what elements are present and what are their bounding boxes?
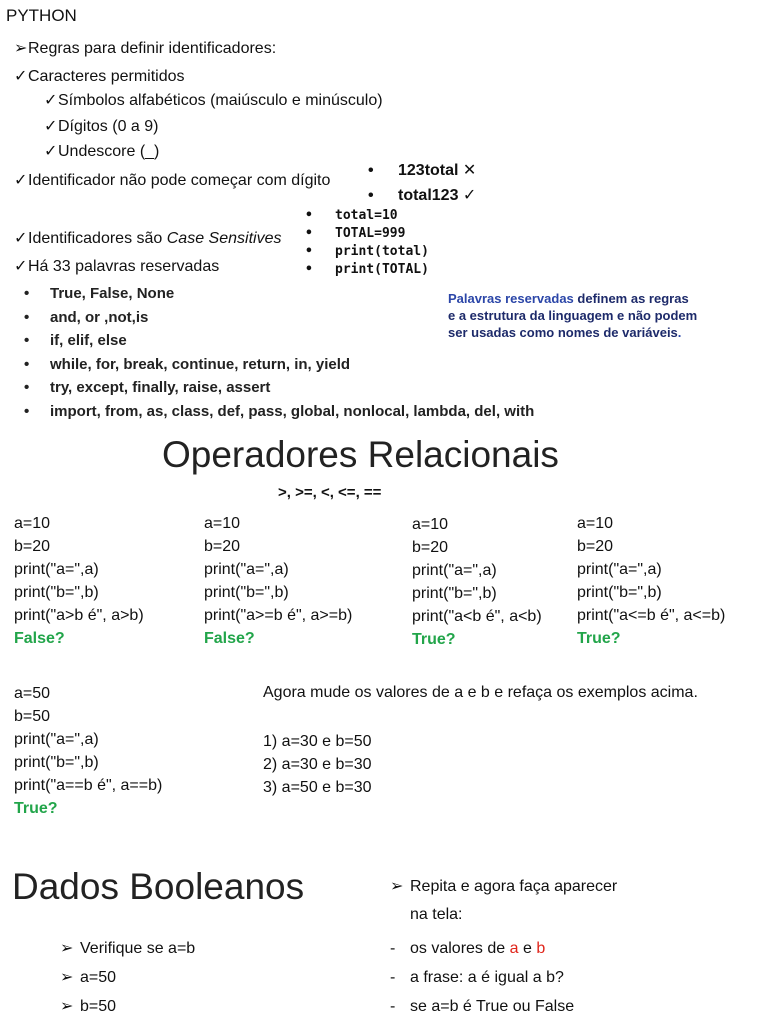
list-item: ➢ a=50	[60, 963, 195, 992]
list-item: ➢ b=50	[60, 992, 195, 1021]
case-examples	[305, 207, 429, 279]
operators-title: Operadores Relacionais	[162, 434, 559, 475]
boolean-right-intro: ➢ Repita e agora faça aparecer	[390, 878, 618, 895]
result-label: True?	[412, 631, 456, 648]
list-item: 2) a=30 e b=30	[263, 756, 372, 773]
page-header: PYTHON	[6, 6, 77, 25]
list-item: • and, or ,not,is	[24, 308, 149, 326]
list-item: - os valores de a e b	[390, 940, 546, 957]
boolean-right-intro-2: na tela:	[410, 906, 463, 923]
reserved-note: Palavras reservadas definem as regras e a estrutura da linguagem e não podem ser usadas como nomes de variáveis.	[448, 291, 698, 340]
check-icon: ✓	[44, 143, 58, 160]
list-item: • print(TOTAL)	[305, 262, 429, 277]
boolean-left-list	[60, 934, 195, 1021]
result-label: False?	[14, 630, 65, 647]
list-item: • import, from, as, class, def, pass, global, nonlocal, lambda, del, with	[24, 402, 535, 420]
reserved-rule: ✓Há 33 palavras reservadas	[14, 258, 220, 275]
instruction-text: Agora mude os valores de a e b e refaça os exemplos acima.	[263, 684, 698, 701]
boolean-title: Dados Booleanos	[12, 866, 305, 907]
list-item: • total=10	[305, 208, 398, 223]
code-block-4: a=10 b=20 print("a=",a) print("b=",b) print("a<=b é", a<=b) True?	[577, 512, 725, 650]
code-block-3: a=10 b=20 print("a=",a) print("b=",b) print("a<b é", a<b) True?	[412, 513, 542, 651]
identifier-example-bad: • 123total ✕	[368, 162, 477, 179]
boolean-right-list	[390, 934, 574, 1021]
check-icon: ✓	[44, 118, 58, 135]
check-icon: ✓	[14, 230, 28, 247]
list-item: 3) a=50 e b=30	[263, 779, 372, 796]
no-digit-rule: ✓Identificador não pode começar com dígito	[14, 172, 331, 189]
code-block-2: a=10 b=20 print("a=",a) print("b=",b) print("a>=b é", a>=b) False?	[204, 512, 352, 650]
exercise-list	[263, 730, 372, 799]
list-item: • while, for, break, continue, return, in, yield	[24, 355, 351, 373]
check-icon: ✓	[14, 258, 28, 275]
case-sensitive-rule: ✓Identificadores são Case Sensitives	[14, 230, 282, 247]
result-label: True?	[14, 800, 58, 817]
arrow-bullet-icon: ➢	[60, 998, 74, 1015]
list-item: - a frase: a é igual a b?	[390, 969, 564, 986]
allowed-item: ✓Dígitos (0 a 9)	[44, 118, 159, 135]
rules-title: ➢Regras para definir identificadores:	[14, 40, 277, 57]
arrow-bullet-icon: ➢	[390, 878, 404, 895]
result-label: True?	[577, 630, 621, 647]
check-icon: ✓	[14, 68, 28, 85]
list-item: ➢ Verifique se a=b	[60, 934, 195, 963]
operators-list: >, >=, <, <=, ==	[278, 484, 382, 501]
arrow-bullet-icon: ➢	[60, 940, 74, 957]
code-block-1: a=10 b=20 print("a=",a) print("b=",b) print("a>b é", a>b) False?	[14, 512, 144, 650]
allowed-item: ✓Undescore (_)	[44, 143, 160, 160]
list-item: • try, except, finally, raise, assert	[24, 379, 271, 397]
list-item: • TOTAL=999	[305, 226, 406, 241]
list-item: • True, False, None	[24, 285, 175, 302]
cross-icon: ✕	[462, 162, 477, 179]
list-item: • print(total)	[305, 244, 429, 259]
result-label: False?	[204, 630, 255, 647]
check-icon: ✓	[462, 187, 477, 204]
arrow-bullet-icon: ➢	[60, 969, 74, 986]
identifier-example-good: • total123 ✓	[368, 187, 477, 204]
check-icon: ✓	[14, 172, 28, 189]
allowed-heading: ✓Caracteres permitidos	[14, 68, 185, 85]
allowed-item: ✓Símbolos alfabéticos (maiúsculo e minúsculo)	[44, 92, 383, 109]
check-icon: ✓	[44, 92, 58, 109]
code-block-5: a=50 b=50 print("a=",a) print("b=",b) print("a==b é", a==b) True?	[14, 682, 162, 820]
list-item: - se a=b é True ou False	[390, 998, 575, 1015]
list-item: • if, elif, else	[24, 332, 127, 350]
list-item: 1) a=30 e b=50	[263, 733, 372, 750]
arrow-bullet-icon: ➢	[14, 40, 28, 57]
